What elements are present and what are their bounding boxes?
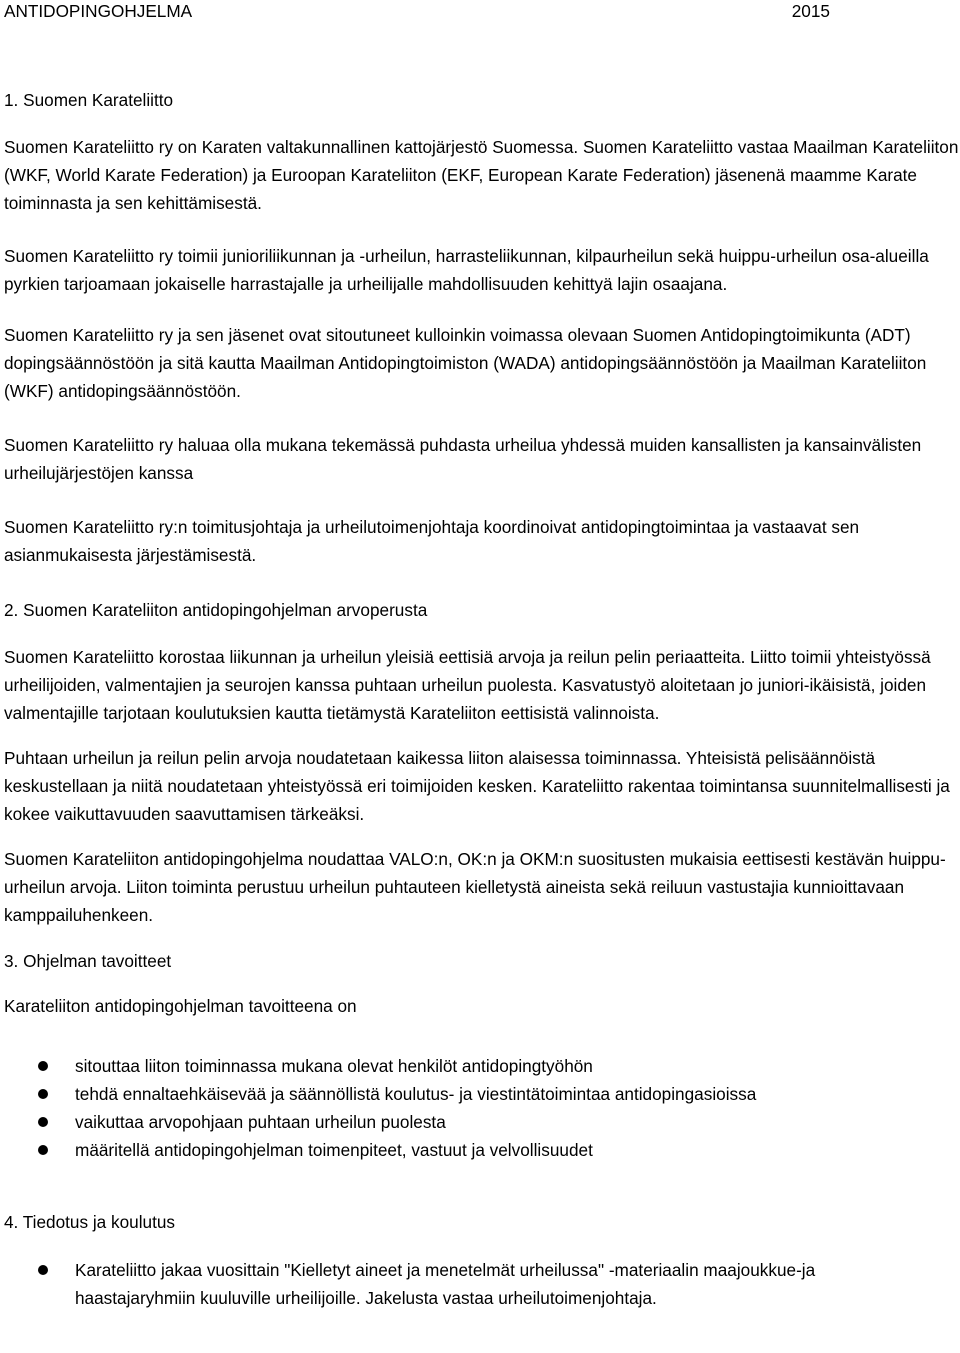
document-body <box>4 86 959 1312</box>
information-list <box>4 1256 959 1312</box>
document-title: ANTIDOPINGOHJELMA <box>4 1 193 21</box>
list-item <box>4 1256 959 1312</box>
paragraph: Suomen Karateliitto ry:n toimitusjohtaja ja urheilutoimenjohtaja koordinoivat antidopingtoimintaa ja vastaavat sen asianmukaisesta järjestämisestä. <box>4 517 860 565</box>
paragraph: Suomen Karateliitto ry toimii junioriliikunnan ja -urheilun, harrasteliikunnan, kilpaurheilun sekä huippu-urheilun osa-alueilla pyrkien tarjoamaan jokaiselle harrastajalle ja urheilijalle mahdollisuuden kehittyä lajin osaajana. <box>4 246 929 294</box>
list-intro: Karateliiton antidopingohjelman tavoitteena on <box>4 996 357 1016</box>
goals-list <box>4 1052 959 1164</box>
section-heading: 1. Suomen Karateliitto <box>4 90 174 110</box>
list-item-text: Karateliitto jakaa vuosittain "Kielletyt aineet ja menetelmät urheilussa" -materiaalin maajoukkue-ja haastajaryhmiin kuuluville urheilijoille. Jakelusta vastaa urheilutoimenjohtaja. <box>75 1260 816 1308</box>
list-item <box>4 1108 959 1136</box>
page-header <box>4 0 830 25</box>
section-heading: 3. Ohjelman tavoitteet <box>4 951 172 971</box>
paragraph: Suomen Karateliitto ry ja sen jäsenet ovat sitoutuneet kulloinkin voimassa olevaan Suomen Antidopingtoimikunta (ADT) dopingsäännöstöön ja sitä kautta Maailman Antidopingtoimiston (WADA) antidopingsäännöstöön ja Maailman Karateliiton (WKF) antidopingsäännöstöön. <box>4 325 927 401</box>
paragraph: Suomen Karateliitto ry on Karaten valtakunnallinen kattojärjestö Suomessa. Suomen Karateliitto vastaa Maailman Karateliiton (WKF, World Karate Federation) ja Euroopan Karateliiton (EKF, European Karate Federation) jäsenenä maamme Karate toiminnasta ja sen kehittämisestä. <box>4 137 959 213</box>
paragraph: Suomen Karateliitto ry haluaa olla mukana tekemässä puhdasta urheilua yhdessä muiden kansallisten ja kansainvälisten urheilujärjestöjen kanssa <box>4 435 922 483</box>
section-heading: 4. Tiedotus ja koulutus <box>4 1212 176 1232</box>
bullet-icon <box>38 1145 48 1155</box>
section-2 <box>4 596 959 929</box>
paragraph: Puhtaan urheilun ja reilun pelin arvoja noudatetaan kaikessa liiton alaisessa toiminnassa. Yhteisistä pelisäännöistä keskustellaan ja niitä noudatetaan yhteistyössä eri toimijoiden kesken. Karateliitto rakentaa toimintansa suunnitelmallisesti ja kokee vaikuttavuuden saavuttamisen tärkeäksi. <box>4 748 950 824</box>
bullet-icon <box>38 1117 48 1127</box>
section-heading: 2. Suomen Karateliiton antidopingohjelman arvoperusta <box>4 600 428 620</box>
list-item <box>4 1080 959 1108</box>
document-year: 2015 <box>791 1 830 21</box>
section-1 <box>4 86 959 569</box>
list-item-text: tehdä ennaltaehkäisevää ja säännöllistä koulutus- ja viestintätoimintaa antidopingasioissa <box>75 1084 757 1104</box>
bullet-icon <box>38 1265 48 1275</box>
list-item-text: vaikuttaa arvopohjaan puhtaan urheilun puolesta <box>75 1112 446 1132</box>
bullet-icon <box>38 1089 48 1099</box>
list-item-text: määritellä antidopingohjelman toimenpiteet, vastuut ja velvollisuudet <box>75 1140 593 1160</box>
paragraph: Suomen Karateliitto korostaa liikunnan ja urheilun yleisiä eettisiä arvoja ja reilun pelin periaatteita. Liitto toimii yhteistyössä urheilijoiden, valmentajien ja seurojen kanssa puhtaan urheilun puolesta. Kasvatustyö aloitetaan jo juniori-ikäisistä, joiden valmentajille tarjotaan koulutuksien kautta tietämystä Karateliiton eettisistä valinnoista. <box>4 647 931 723</box>
bullet-icon <box>38 1061 48 1071</box>
section-3 <box>4 947 959 1164</box>
list-item-text: sitouttaa liiton toiminnassa mukana olevat henkilöt antidopingtyöhön <box>75 1056 593 1076</box>
paragraph: Suomen Karateliiton antidopingohjelma noudattaa VALO:n, OK:n ja OKM:n suositusten mukaisia eettisesti kestävän huippu-urheilun arvoja. Liiton toiminta perustuu urheilun puhtauteen kielletystä aineista sekä reiluun vastustajia kunnioittavaan kamppailuhenkeen. <box>4 849 946 925</box>
list-item <box>4 1052 959 1080</box>
section-4 <box>4 1208 959 1312</box>
list-item <box>4 1136 959 1164</box>
